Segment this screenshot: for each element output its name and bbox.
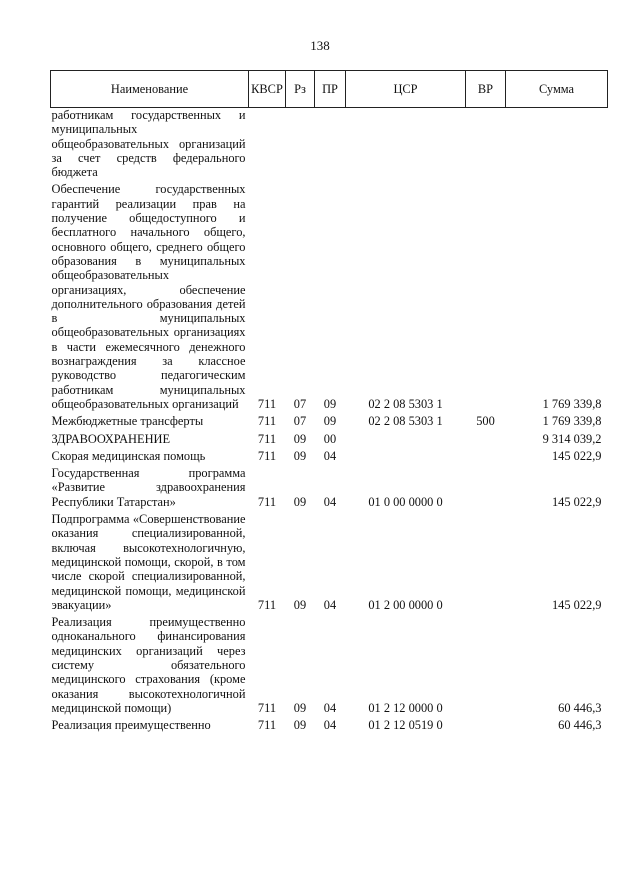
row-sum: 60 446,3	[558, 700, 602, 715]
row-name: Реализация преимущественно	[51, 718, 211, 733]
table-row	[51, 108, 608, 183]
row-csr: 02 2 08 5303 1	[368, 414, 443, 429]
row-name: ЗДРАВООХРАНЕНИЕ	[51, 431, 171, 446]
table-row	[51, 414, 608, 431]
row-rz: 09	[293, 700, 307, 715]
row-csr	[346, 108, 466, 183]
row-kvsr: 711	[257, 431, 277, 446]
table-row	[51, 432, 608, 449]
row-sum: 145 022,9	[551, 597, 602, 612]
row-pr: 00	[323, 431, 337, 446]
row-name: Обеспечение государственных гарантий реализации прав на получение общедоступного и бесплатного начального общего, основного общего, среднего общего образования в муниципальных общеобразовательных организациях, обеспечение дополнительного образования детей в муниципальных общеобразовательных организациях в части ежемесячного денежного вознаграждения за классное руководство педагогическим работникам муниципальных общеобразовательных организаций	[51, 182, 246, 411]
row-rz: 09	[293, 431, 307, 446]
row-kvsr: 711	[257, 700, 277, 715]
row-sum: 145 022,9	[551, 448, 602, 463]
row-vr	[466, 449, 506, 466]
row-csr: 01 0 00 0000 0	[368, 494, 443, 509]
row-kvsr: 711	[257, 718, 277, 733]
row-rz: 09	[293, 448, 307, 463]
row-kvsr	[249, 108, 286, 183]
table-row	[51, 449, 608, 466]
row-sum	[506, 108, 608, 183]
row-csr: 01 2 00 0000 0	[368, 597, 443, 612]
row-pr: 04	[323, 700, 337, 715]
table-row	[51, 718, 608, 732]
row-vr	[466, 512, 506, 615]
row-name: Скорая медицинская помощь	[51, 448, 206, 463]
row-kvsr: 711	[257, 494, 277, 509]
row-pr: 09	[323, 396, 337, 411]
row-pr: 09	[323, 414, 337, 429]
row-pr: 04	[323, 448, 337, 463]
row-pr: 04	[323, 718, 337, 733]
row-csr	[346, 432, 466, 449]
page-number: 138	[310, 38, 330, 53]
row-kvsr: 711	[257, 448, 277, 463]
row-sum: 60 446,3	[558, 718, 602, 733]
header-name: Наименование	[51, 71, 249, 108]
row-csr: 01 2 12 0519 0	[368, 718, 443, 733]
row-pr: 04	[323, 597, 337, 612]
row-vr	[466, 108, 506, 183]
row-sum: 9 314 039,2	[542, 431, 602, 446]
table-header-row	[51, 71, 608, 108]
row-name: Государственная программа «Развитие здравоохранения Республики Татарстан»	[51, 466, 246, 509]
row-rz: 07	[293, 396, 307, 411]
row-rz: 09	[293, 597, 307, 612]
row-kvsr: 711	[257, 414, 277, 429]
row-rz: 09	[293, 718, 307, 733]
row-sum: 1 769 339,8	[542, 396, 602, 411]
row-name: Реализация преимущественно одноканального финансирования медицинских организаций через систему обязательного медицинского страхования (кроме оказания высокотехнологичной медицинской помощи)	[51, 615, 246, 715]
row-sum: 1 769 339,8	[542, 414, 602, 429]
row-vr: 500	[476, 414, 495, 429]
row-pr: 04	[323, 494, 337, 509]
row-name: работникам государственных и муниципальных общеобразовательных организаций за счет средств федерального бюджета	[51, 108, 246, 180]
row-name: Межбюджетные трансферты	[51, 414, 204, 429]
row-vr	[466, 615, 506, 718]
row-pr	[315, 108, 346, 183]
row-vr	[466, 466, 506, 512]
budget-table	[50, 70, 608, 732]
row-csr: 02 2 08 5303 1	[368, 396, 443, 411]
row-csr	[346, 449, 466, 466]
row-kvsr: 711	[257, 597, 277, 612]
table-row	[51, 466, 608, 512]
row-vr	[466, 182, 506, 414]
row-rz: 09	[293, 494, 307, 509]
row-kvsr: 711	[257, 396, 277, 411]
row-name: Подпрограмма «Совершенствование оказания специализированной, включая высокотехнологичную, медицинской помощи, скорой, в том числе скорой специализированной, медицинской помощи, медицинской эвакуации»	[51, 512, 246, 612]
table-row	[51, 615, 608, 718]
row-sum: 145 022,9	[551, 494, 602, 509]
row-csr: 01 2 12 0000 0	[368, 700, 443, 715]
header-csr: ЦСР	[346, 71, 466, 108]
row-rz: 07	[293, 414, 307, 429]
header-kvsr: КВСР	[249, 71, 286, 108]
row-vr	[466, 432, 506, 449]
row-vr	[466, 718, 506, 732]
header-vr: ВР	[466, 71, 506, 108]
table-row	[51, 512, 608, 615]
header-rz: Рз	[286, 71, 315, 108]
row-rz	[286, 108, 315, 183]
header-sum: Сумма	[506, 71, 608, 108]
header-pr: ПР	[315, 71, 346, 108]
table-row	[51, 182, 608, 414]
